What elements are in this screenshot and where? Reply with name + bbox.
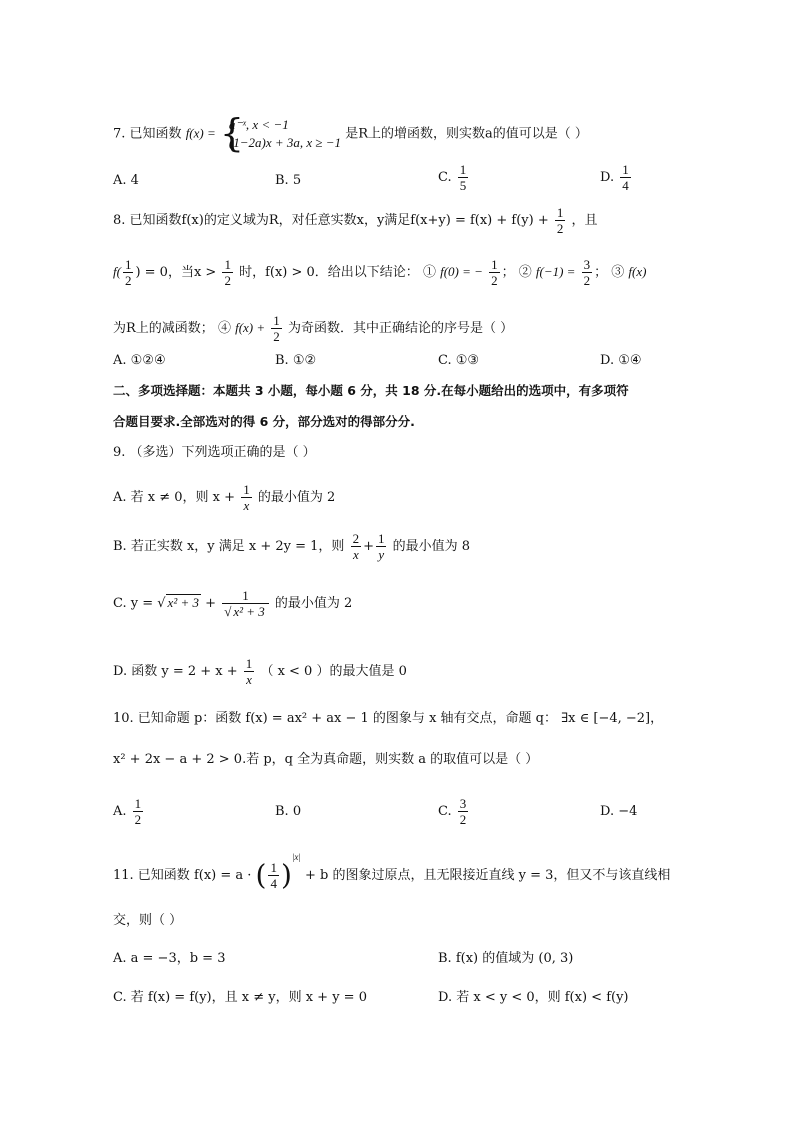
q9-option-b-post: 的最小值为 8 (392, 539, 471, 554)
denominator: 2 (224, 273, 231, 288)
q7-prefix: 7. 已知函数 (113, 126, 182, 142)
brace-icon: { (219, 111, 245, 155)
q10-option-b: B. 0 (275, 804, 302, 819)
q7-option-d (600, 162, 633, 193)
q8-line-1-text: 8. 已知函数f(x)的定义域为R，对任意实数x，y满足f(x+y) = f(x) + f(y) + (113, 213, 549, 228)
q8-option-a: A. ①②④ (113, 353, 166, 368)
q9-option-b (113, 531, 470, 562)
q9-option-a-post: 的最小值为 2 (257, 490, 336, 505)
numerator: 1 (222, 588, 269, 604)
q8-line-2-fraction-2 (222, 257, 233, 288)
q8-line-3-text: 为R上的减函数； (113, 321, 214, 336)
q11-pre: 11. 已知函数 f(x) = a · (113, 868, 252, 883)
q10-option-a (113, 796, 145, 827)
q8-line-2-mid: ) = 0，当x > (135, 265, 217, 280)
conclusion-1-marker: ① (422, 265, 436, 280)
q7-stem (113, 111, 588, 155)
numerator: 1 (377, 531, 385, 546)
conclusion-1-text: f(0) = − (440, 264, 483, 279)
numerator: 1 (273, 313, 280, 328)
denominator: 5 (459, 178, 467, 193)
q11-option-a: A. a = −3，b = 3 (113, 951, 226, 966)
q7-case-1: a⁻ˣ, x < −1 (228, 117, 289, 132)
q10-line-2: x² + 2x − a + 2 > 0.若 p，q 全为真命题，则实数 a 的取值可以是（ ） (113, 752, 539, 767)
q9-option-a-pre: A. 若 x ≠ 0，则 x + (113, 490, 236, 505)
plus-sign: + (363, 539, 374, 554)
q9-option-b-fraction-1 (351, 531, 362, 562)
denominator: 2 (556, 221, 564, 236)
conclusion-4-text: f(x) + (235, 320, 266, 335)
numerator: 3 (583, 257, 591, 272)
q11-exponent: |x| (291, 851, 301, 862)
q9-option-a-fraction (241, 482, 252, 513)
q9-option-a (113, 482, 335, 513)
q8-option-b: B. ①② (275, 353, 317, 368)
q10-option-c-fraction (458, 796, 469, 827)
q7-case-2: (1−2a)x + 3a, x ≥ −1 (228, 135, 342, 150)
denominator: 2 (491, 273, 498, 288)
q9-option-d-pre: D. 函数 y = 2 + x + (113, 664, 238, 679)
conclusion-3-text: f(x) (628, 264, 647, 279)
q11-base-fraction (268, 860, 279, 891)
q8-line-2-fraction (123, 257, 134, 288)
q11-option-d: D. 若 x < y < 0，则 f(x) < f(y) (438, 990, 629, 1005)
numerator: 1 (270, 860, 277, 875)
q9-option-d-post: （ x < 0 ）的最大值是 0 (260, 664, 407, 679)
q8-line-1-fraction (555, 205, 566, 236)
conclusion-4-marker: ④ (217, 321, 231, 336)
q9-option-d (113, 656, 407, 687)
q7-option-b: B. 5 (275, 173, 302, 188)
sqrt-radicand: x² + 3 (233, 604, 265, 619)
denominator: 2 (583, 273, 591, 288)
q8-option-c: C. ①③ (438, 353, 480, 368)
denominator: 2 (273, 329, 280, 344)
q10-option-a-fraction (133, 796, 144, 827)
q10-option-a-label: A. (113, 804, 127, 819)
q8-line-1-end: ，且 (571, 213, 598, 228)
q8-line-3-end: 为奇函数．其中正确结论的序号是（ ） (287, 321, 514, 336)
conclusion-2-fraction (582, 257, 593, 288)
conclusion-4-fraction (271, 313, 282, 344)
section-2-heading-cont: 合题目要求.全部选对的得 6 分，部分选对的得部分分. (113, 414, 415, 429)
q8-line-2: f( $\frac{1}{2}$ ) = 0，当x > $\frac{1}{2}$ 时，f(x) > 0．给出以下结论： ① f(0) = − $\frac{1}{2}$ ； ② f(−1) = $\frac{3}{2}$ ； ③ f(x) (113, 257, 647, 288)
q11-option-c: C. 若 f(x) = f(y)，且 x ≠ y，则 x + y = 0 (113, 990, 367, 1005)
q7-func: f(x) = (185, 125, 216, 141)
q9-option-c-post: 的最小值为 2 (274, 596, 353, 611)
conclusion-2-text: f(−1) = (535, 264, 576, 279)
q8-line-3 (113, 313, 513, 344)
q10-option-c-label: C. (438, 804, 452, 819)
q7-option-c (438, 162, 470, 193)
denominator: √ x² + 3 (224, 604, 265, 619)
q7-piecewise (219, 111, 342, 155)
q9-option-b-fraction-2 (376, 531, 387, 562)
q9-stem: 9. （多选）下列选项正确的是（ ） (113, 445, 316, 460)
numerator: 1 (245, 656, 253, 671)
denominator: x (246, 672, 252, 687)
q10-option-d: D. −4 (600, 804, 638, 819)
denominator: x (243, 498, 250, 513)
conclusion-2-marker: ② (518, 265, 532, 280)
numerator: 1 (224, 257, 231, 272)
q8-line-2-text: f( (113, 264, 121, 279)
denominator: x (352, 547, 359, 562)
numerator: 3 (459, 796, 467, 811)
q11-post: + b 的图象过原点，且无限接近直线 y = 3，但又不与该直线相 (305, 868, 671, 883)
denominator: 4 (270, 876, 277, 891)
q8-option-d: D. ①④ (600, 353, 642, 368)
right-paren: ) (280, 858, 292, 892)
numerator: 1 (243, 482, 250, 497)
q7-option-d-fraction (620, 162, 631, 193)
q10-option-c (438, 796, 470, 827)
q11-option-b: B. f(x) 的值域为 (0, 3) (438, 951, 574, 966)
q7-suffix: 是R上的增函数，则实数a的值可以是（ ） (345, 126, 588, 142)
sqrt-radicand: x² + 3 (167, 595, 199, 610)
section-2-heading: 二、多项选择题：本题共 3 小题，每小题 6 分，共 18 分.在每小题给出的选项中，有多项符 (113, 383, 629, 398)
q8-line-1 (113, 205, 598, 236)
conclusion-3-marker: ③ (611, 265, 625, 280)
q9-option-c: C. y = √ x² + 3 + $\frac{1}{\text{√ x² + 3}}$ 的最小值为 2 (113, 588, 353, 619)
numerator: 2 (352, 531, 360, 546)
denominator: 2 (134, 812, 142, 827)
numerator: 1 (556, 205, 564, 220)
numerator: 1 (622, 162, 629, 177)
denominator: y (378, 547, 385, 562)
conclusion-1-fraction (489, 257, 500, 288)
left-paren: ( (255, 858, 267, 892)
denominator: 2 (459, 812, 467, 827)
q11-line-2: 交，则（ ） (113, 913, 183, 928)
q7-option-d-label: D. (600, 170, 615, 185)
numerator: 1 (134, 796, 142, 811)
q11-line-1 (113, 851, 671, 892)
q9-option-c-pre: C. y = (113, 596, 154, 611)
q10-line-1: 10. 已知命题 p：函数 f(x) = ax² + ax − 1 的图象与 x 轴有交点，命题 q： ∃x ∈ [−4, −2]， (113, 711, 664, 726)
numerator: 1 (124, 257, 132, 272)
q7-option-c-fraction (458, 162, 469, 193)
q9-option-b-pre: B. 若正实数 x，y 满足 x + 2y = 1，则 (113, 539, 345, 554)
numerator: 1 (459, 162, 467, 177)
q9-option-c-fraction (222, 588, 269, 619)
numerator: 1 (491, 257, 498, 272)
q7-option-c-label: C. (438, 170, 452, 185)
q7-option-a: A. 4 (113, 173, 139, 188)
denominator: 4 (622, 178, 629, 193)
q9-option-d-fraction (244, 656, 255, 687)
q8-line-2-end: 时，f(x) > 0．给出以下结论： (239, 265, 419, 280)
plus-sign: + (205, 596, 217, 611)
denominator: 2 (124, 273, 132, 288)
